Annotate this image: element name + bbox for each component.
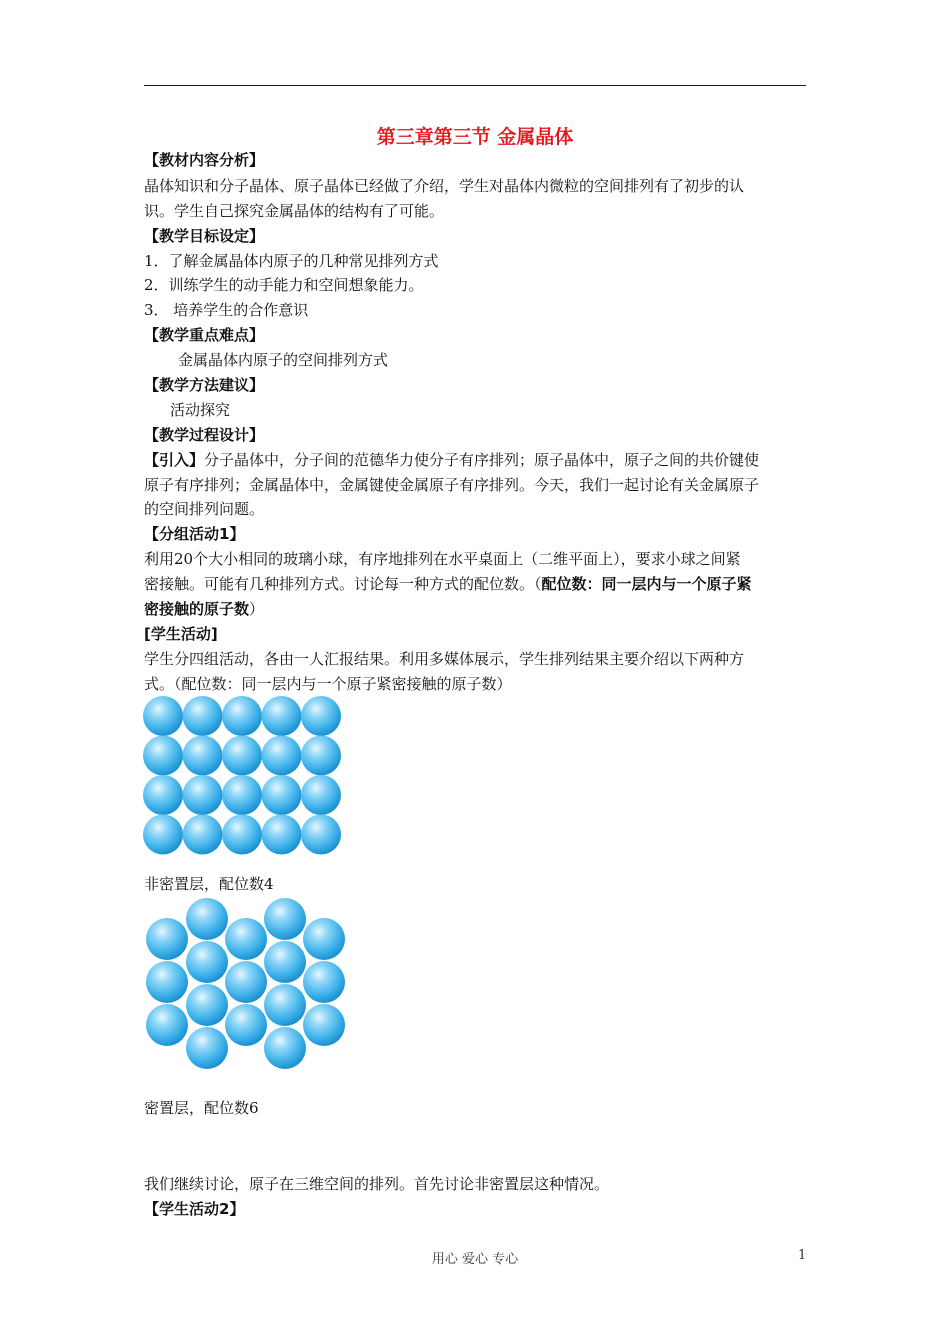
glass-sphere <box>143 815 183 855</box>
glass-sphere <box>225 961 267 1003</box>
glass-sphere <box>301 696 341 736</box>
glass-sphere <box>303 961 345 1003</box>
glass-sphere <box>222 736 262 776</box>
list-item: 2．训练学生的动手能力和空间想象能力。 <box>144 276 424 294</box>
glass-sphere <box>143 696 183 736</box>
paragraph-line: 我们继续讨论，原子在三维空间的排列。首先讨论非密置层这种情况。 <box>144 1175 610 1193</box>
paragraph-line: 活动探究 <box>170 401 231 419</box>
glass-sphere <box>262 775 302 815</box>
glass-sphere <box>143 736 183 776</box>
glass-sphere <box>222 815 262 855</box>
glass-sphere <box>186 1027 228 1069</box>
section-heading-key-points: 【教学重点难点】 <box>144 326 265 344</box>
glass-sphere <box>222 775 262 815</box>
glass-sphere <box>264 1027 306 1069</box>
figure-caption-non-close-packed: 非密置层，配位数4 <box>144 875 274 893</box>
glass-sphere <box>146 918 188 960</box>
glass-sphere <box>143 775 183 815</box>
glass-sphere <box>262 736 302 776</box>
page-title: 第三章第三节 金属晶体 <box>376 126 574 148</box>
section-heading-group-activity-1: 【分组活动1】 <box>144 525 245 543</box>
paragraph-line: 金属晶体内原子的空间排列方式 <box>178 351 389 369</box>
footer-text: 用心 爱心 专心 <box>431 1252 519 1267</box>
section-heading-goals: 【教学目标设定】 <box>144 227 265 245</box>
text-span: ） <box>249 600 265 618</box>
glass-sphere <box>146 1004 188 1046</box>
paragraph-line: 晶体知识和分子晶体、原子晶体已经做了介绍，学生对晶体内微粒的空间排列有了初步的认 <box>144 177 745 195</box>
glass-sphere <box>301 736 341 776</box>
figure-caption-close-packed: 密置层，配位数6 <box>144 1099 259 1117</box>
section-heading-student-activity: [学生活动] <box>144 625 218 643</box>
header-rule <box>144 85 806 86</box>
paragraph-line: 式。（配位数：同一层内与一个原子紧密接触的原子数） <box>144 675 512 693</box>
paragraph-line: 学生分四组活动，各由一人汇报结果。利用多媒体展示，学生排列结果主要介绍以下两种方 <box>144 650 745 668</box>
glass-sphere <box>225 918 267 960</box>
paragraph-line <box>144 597 814 621</box>
glass-sphere <box>186 984 228 1026</box>
paragraph-line: 原子有序排列；金属晶体中，金属键使金属原子有序排列。今天，我们一起讨论有关金属原子 <box>144 476 760 494</box>
glass-sphere <box>303 918 345 960</box>
definition-bold: 密接触的原子数 <box>144 600 250 618</box>
non-close-packed-layer-figure <box>143 696 345 856</box>
intro-label: 【引入】 <box>144 451 205 469</box>
list-item: 1．了解金属晶体内原子的几种常见排列方式 <box>144 252 439 270</box>
glass-sphere <box>264 898 306 940</box>
page-number: 1 <box>798 1248 807 1263</box>
glass-sphere <box>186 898 228 940</box>
section-heading-methods: 【教学方法建议】 <box>144 376 265 394</box>
glass-sphere <box>264 984 306 1026</box>
glass-sphere <box>183 775 223 815</box>
paragraph-line: 识。学生自己探究金属晶体的结构有了可能。 <box>144 202 445 220</box>
section-heading-content-analysis: 【教材内容分析】 <box>144 151 265 169</box>
glass-sphere <box>183 736 223 776</box>
paragraph-line: 利用20个大小相同的玻璃小球，有序地排列在水平桌面上（二维平面上），要求小球之间紧 <box>144 550 741 568</box>
section-heading-process: 【教学过程设计】 <box>144 426 265 444</box>
glass-sphere <box>146 961 188 1003</box>
glass-sphere <box>183 696 223 736</box>
paragraph-line <box>144 572 814 596</box>
section-heading-student-activity-2: 【学生活动2】 <box>144 1200 245 1218</box>
glass-sphere <box>301 775 341 815</box>
glass-sphere <box>262 696 302 736</box>
glass-sphere <box>264 941 306 983</box>
glass-sphere <box>186 941 228 983</box>
definition-bold: 配位数：同一层内与一个原子紧 <box>541 575 752 593</box>
paragraph-line: 的空间排列问题。 <box>144 500 265 518</box>
glass-sphere <box>222 696 262 736</box>
glass-sphere <box>183 815 223 855</box>
list-item: 3． 培养学生的合作意识 <box>144 301 309 319</box>
paragraph-line <box>144 448 814 472</box>
glass-sphere <box>262 815 302 855</box>
glass-sphere <box>301 815 341 855</box>
text-span: 密接触。可能有几种排列方式。讨论每一种方式的配位数。（ <box>144 575 542 593</box>
intro-text: 分子晶体中，分子间的范德华力使分子有序排列；原子晶体中，原子之间的共价键使 <box>204 451 760 469</box>
close-packed-layer-figure <box>143 892 349 1074</box>
glass-sphere <box>303 1004 345 1046</box>
glass-sphere <box>225 1004 267 1046</box>
